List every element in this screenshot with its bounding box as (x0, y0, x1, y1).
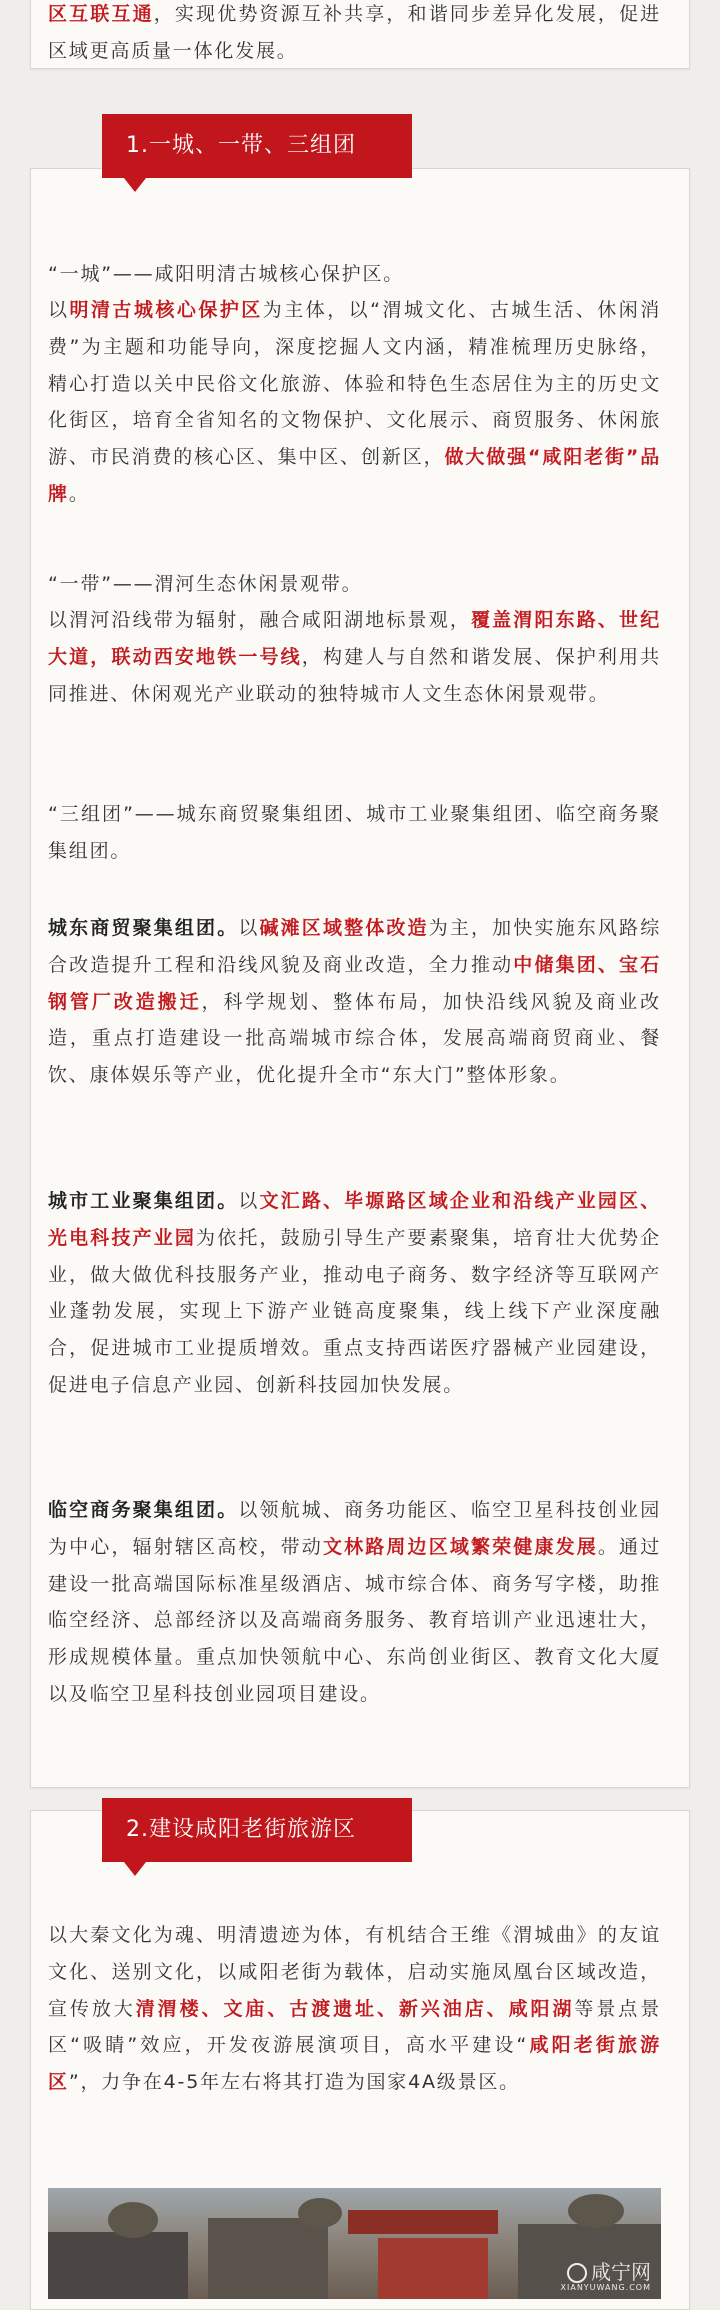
east-pre: 以 (238, 917, 260, 939)
city-title: “一城”——咸阳明清古城核心保护区。 (48, 263, 405, 285)
watermark-url: XIANYUWANG.COM (560, 2283, 651, 2292)
airport-pre: 以领航城、商务功能区、临空卫星科技创业园为中心，辐射辖区高校，带动 (48, 1499, 661, 1558)
industry-pre: 以 (238, 1190, 260, 1212)
east-cluster-paragraph (48, 910, 661, 1094)
photo-red-roof (348, 2210, 498, 2234)
intro-text: ，实现优势资源互补共享，和谐同步差异化发展，促进区域更高质量一体化发展。 (48, 3, 661, 62)
city-mid: 为主体，以“渭城文化、古城生活、休闲消费”为主题和功能导向，深度挖掘人文内涵，精准梳理历史脉络，精心打造以关中民俗文化旅游、体验和特色生态居住为主的历史文化街区，培育全省知名的文物保护、文化展示、商贸服务、休闲旅游、市民消费的核心区、集中区、创新区， (48, 299, 661, 469)
sec2-post: ”，力争在4-5年左右将其打造为国家4A级景区。 (68, 2071, 520, 2094)
belt-highlight: 覆盖渭阳东路、世纪大道，联动西安地铁一号线 (48, 609, 661, 668)
city-paragraph (48, 292, 661, 513)
photo-red-building (378, 2238, 488, 2299)
sec2-pre: 以大秦文化为魂、明清遗迹为体，有机结合王维《渭城曲》的友谊文化、送别文化，以咸阳老街为载体，启动实施凤凰台区域改造，宣传放大 (48, 1924, 661, 2020)
east-mid: 为主，加快实施东风路综合改造提升工程和沿线风貌及商业改造，全力推动 (48, 917, 661, 976)
industry-highlight: 文汇路、毕塬路区域企业和沿线产业园区、光电科技产业园 (48, 1190, 662, 1249)
airport-highlight: 文林路周边区域繁荣健康发展 (322, 1535, 598, 1558)
east-post: ，科学规划、整体布局，加快沿线风貌及商业改造，重点打造建设一批高端城市综合体，发展高端商贸商业、餐饮、康体娱乐等产业，优化提升全市“东大门”整体形象。 (48, 990, 661, 1087)
belt-post: ，构建人与自然和谐发展、保护利用共同推进、休闲观光产业联动的独特城市人文生态休闲景观带。 (48, 645, 661, 705)
belt-pre: 以渭河沿线带为辐射，融合咸阳湖地标景观， (48, 609, 471, 631)
photo-tree (568, 2194, 624, 2228)
clusters-title: “三组团”——城东商贸聚集组团、城市工业聚集组团、临空商务聚集组团。 (48, 803, 661, 862)
section-2-heading: 2.建设咸阳老街旅游区 (102, 1798, 412, 1862)
city-highlight-1: 明清古城核心保护区 (69, 299, 263, 321)
sec2-highlight-1: 清渭楼、文庙、古渡遗址、新兴油店、咸阳湖 (135, 1997, 575, 2020)
photo-tree (108, 2202, 158, 2238)
sec2-highlight-2: 咸阳老街旅游区 (48, 2034, 661, 2094)
industry-post: 为依托，鼓励引导生产要素聚集，培育壮大优势企业，做大做优科技服务产业，推动电子商务、数字经济等互联网产业蓬勃发展，实现上下游产业链高度聚集，线上线下产业深度融合，促进城市工业提质增效。重点支持西诺医疗器械产业园建设，促进电子信息产业园、创新科技园加快发展。 (48, 1226, 661, 1396)
industry-cluster-title: 城市工业聚集组团。 (48, 1190, 239, 1212)
east-highlight-2: 中储集团、宝石钢管厂改造搬迁 (48, 953, 661, 1013)
photo-roof-block (48, 2232, 188, 2299)
industry-cluster-paragraph (48, 1183, 661, 1404)
east-highlight-1: 碱滩区域整体改造 (259, 917, 429, 939)
watermark-name: 咸宁网 (591, 2259, 651, 2284)
site-watermark (561, 2261, 652, 2294)
airport-cluster-paragraph (48, 1492, 661, 1713)
belt-title: “一带”——渭河生态休闲景观带。 (48, 573, 363, 595)
airport-post: 。通过建设一批高端国际标准星级酒店、城市综合体、商务写字楼，助推临空经济、总部经济以及高端商务服务、教育培训产业迅速壮大，形成规模体量。重点加快领航中心、东尚创业街区、教育文化大厦以及临空卫星科技创业园项目建设。 (48, 1535, 662, 1705)
intro-highlight: 区互联互通 (48, 3, 154, 25)
section-2-paragraph (48, 1917, 661, 2101)
section-1-heading: 1.一城、一带、三组团 (102, 114, 412, 178)
city-highlight-2: 做大做强“咸阳老街”品牌 (48, 446, 662, 505)
fish-logo-icon (567, 2263, 587, 2283)
belt-paragraph (48, 602, 661, 712)
airport-cluster-title: 临空商务聚集组团。 (48, 1499, 239, 1521)
city-post: 。 (68, 482, 90, 505)
intro-paragraph (48, 0, 661, 70)
city-pre: 以 (48, 299, 70, 321)
photo-tree (298, 2198, 342, 2228)
east-cluster-title: 城东商贸聚集组团。 (48, 917, 239, 939)
photo-roof-block (208, 2218, 328, 2299)
sec2-mid: 等景点景区“吸睛”效应，开发夜游展演项目，高水平建设“ (48, 1997, 661, 2057)
old-street-aerial-photo (48, 2188, 661, 2299)
